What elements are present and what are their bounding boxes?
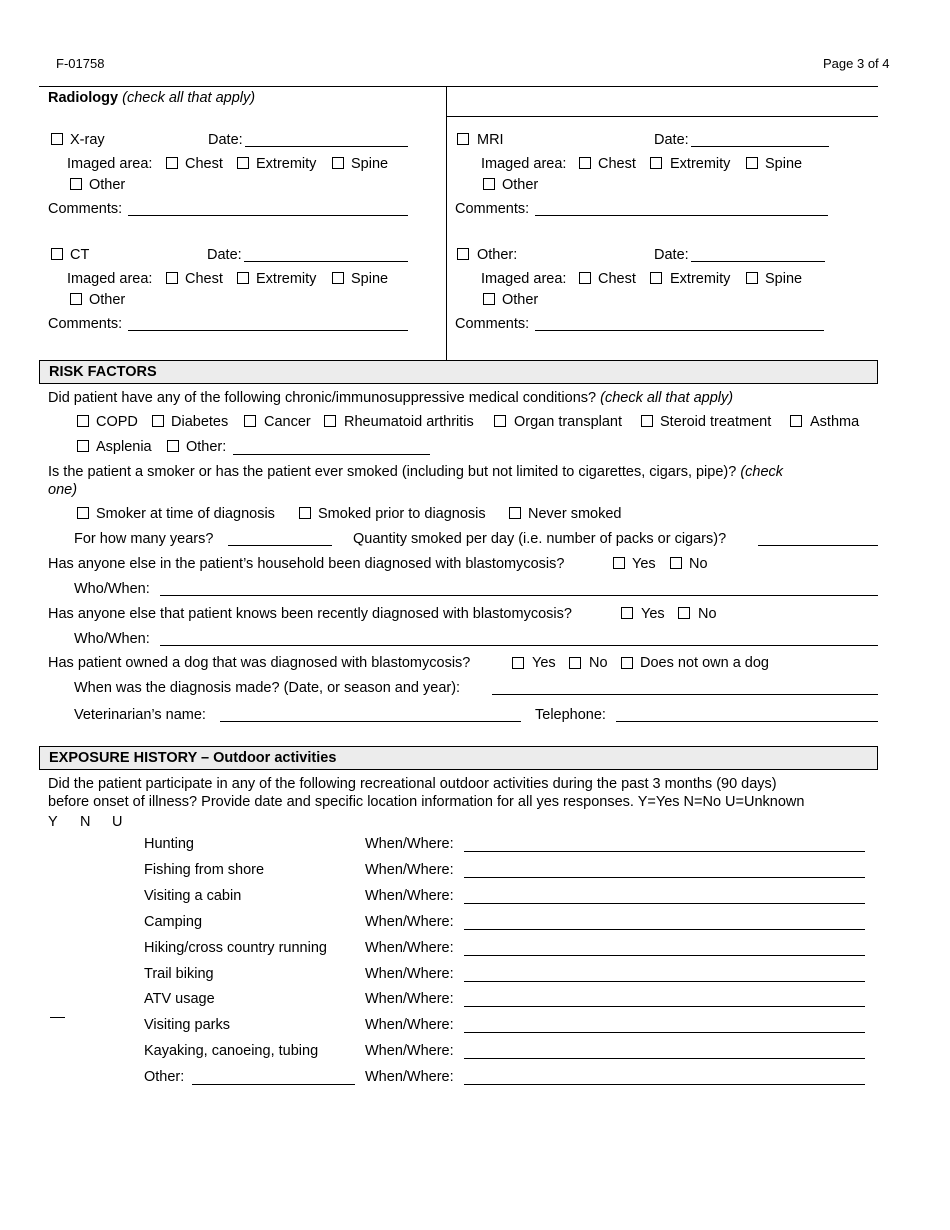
other-condition-field[interactable]: [233, 454, 430, 455]
ct-extremity-label: Extremity: [256, 271, 317, 287]
acquaintance-no-checkbox[interactable]: [678, 607, 690, 619]
acquaintance-question: Has anyone else that patient knows been recently diagnosed with blastomycosis?: [48, 606, 572, 622]
asthma-label: Asthma: [810, 414, 860, 430]
cancer-label: Cancer: [264, 414, 311, 430]
parks-when-where-field[interactable]: [464, 1032, 865, 1033]
hiking-when-where-label: When/Where:: [365, 940, 454, 956]
mri-checkbox[interactable]: [457, 133, 469, 145]
ct-label: CT: [70, 247, 90, 263]
other-imaging-spine-checkbox[interactable]: [746, 272, 758, 284]
dog-yes-label: Yes: [532, 655, 556, 671]
ct-chest-label: Chest: [185, 271, 223, 287]
exposure-intro-line2: before onset of illness? Provide date and specific location information for all yes responses. Y=Yes N=No U=Unknown: [48, 794, 805, 810]
dog-yes-checkbox[interactable]: [512, 657, 524, 669]
mri-label: MRI: [477, 132, 504, 148]
conditions-question: [48, 390, 733, 406]
xray-date-label: Date:: [208, 132, 243, 148]
smoking-years-field[interactable]: [228, 545, 332, 546]
vet-name-field[interactable]: [220, 721, 521, 722]
other-condition-checkbox[interactable]: [167, 440, 179, 452]
copd-checkbox[interactable]: [77, 415, 89, 427]
camping-when-where-field[interactable]: [464, 929, 865, 930]
other-imaging-other-label: Other: [502, 292, 539, 308]
radiology-top-border: [39, 86, 878, 87]
ct-imaged-area-label: Imaged area:: [67, 271, 153, 287]
page-number: Page 3 of 4: [823, 56, 890, 71]
smoker-question-note-cont: one): [48, 482, 78, 498]
conditions-question-text: Did patient have any of the following chronic/immunosuppressive medical conditions?: [48, 390, 597, 406]
atv-when-where-field[interactable]: [464, 1006, 865, 1007]
hunting-when-where-field[interactable]: [464, 851, 865, 852]
other-activity-field[interactable]: [192, 1084, 355, 1085]
other-imaging-spine-label: Spine: [765, 271, 803, 287]
smoker-question-note: (check: [740, 464, 784, 480]
activity-fishing: Fishing from shore: [144, 862, 265, 878]
organ-transplant-label: Organ transplant: [514, 414, 623, 430]
acquaintance-who-when-field[interactable]: [160, 645, 878, 646]
parks-when-where-label: When/Where:: [365, 1017, 454, 1033]
dog-diagnosis-date-label: When was the diagnosis made? (Date, or season and year):: [74, 680, 461, 696]
other-activity-when-where-field[interactable]: [464, 1084, 865, 1085]
exposure-history-title: EXPOSURE HISTORY – Outdoor activities: [49, 750, 337, 766]
dog-no-checkbox[interactable]: [569, 657, 581, 669]
organ-transplant-checkbox[interactable]: [494, 415, 506, 427]
risk-factors-title: RISK FACTORS: [49, 364, 157, 380]
xray-extremity-label: Extremity: [256, 156, 317, 172]
xray-checkbox[interactable]: [51, 133, 63, 145]
smoker-question: [48, 464, 783, 480]
acquaintance-no-label: No: [698, 606, 717, 622]
smoker-at-diagnosis-checkbox[interactable]: [77, 507, 89, 519]
kayaking-when-where-field[interactable]: [464, 1058, 865, 1059]
asthma-checkbox[interactable]: [790, 415, 802, 427]
smoking-years-label: For how many years?: [74, 531, 214, 547]
mri-spine-label: Spine: [765, 156, 803, 172]
mri-comments-label: Comments:: [455, 201, 530, 217]
column-u-header: U: [112, 814, 123, 830]
ct-spine-label: Spine: [351, 271, 389, 287]
radiology-title: Radiology: [48, 90, 119, 106]
atv-when-where-label: When/Where:: [365, 991, 454, 1007]
other-imaging-chest-checkbox[interactable]: [579, 272, 591, 284]
ct-other-label: Other: [89, 292, 126, 308]
smoking-quantity-label: Quantity smoked per day (i.e. number of packs or cigars)?: [353, 531, 727, 547]
radiology-heading: [48, 90, 255, 106]
smoker-question-text: Is the patient a smoker or has the patient ever smoked (including but not limited to cigarettes, cigars, pipe)?: [48, 464, 737, 480]
cabin-when-where-label: When/Where:: [365, 888, 454, 904]
other-condition-label: Other:: [186, 439, 227, 455]
xray-other-label: Other: [89, 177, 126, 193]
household-yes-checkbox[interactable]: [613, 557, 625, 569]
smoker-at-diagnosis-label: Smoker at time of diagnosis: [96, 506, 275, 522]
other-imaging-comments-field[interactable]: [535, 330, 824, 331]
activity-trail-biking: Trail biking: [144, 966, 214, 982]
asplenia-checkbox[interactable]: [77, 440, 89, 452]
activity-parks: Visiting parks: [144, 1017, 230, 1033]
xray-chest-label: Chest: [185, 156, 223, 172]
hunting-when-where-label: When/Where:: [365, 836, 454, 852]
rheumatoid-arthritis-label: Rheumatoid arthritis: [344, 414, 474, 430]
kayaking-when-where-label: When/Where:: [365, 1043, 454, 1059]
column-y-header: Y: [48, 814, 58, 830]
ct-comments-label: Comments:: [48, 316, 123, 332]
hiking-when-where-field[interactable]: [464, 955, 865, 956]
vet-name-label: Veterinarian’s name:: [74, 707, 206, 723]
xray-comments-field[interactable]: [128, 215, 408, 216]
trail-biking-when-where-label: When/Where:: [365, 966, 454, 982]
other-imaging-date-field[interactable]: [691, 261, 825, 262]
fishing-when-where-label: When/Where:: [365, 862, 454, 878]
exposure-intro-line1: Did the patient participate in any of the following recreational outdoor activities during the past 3 months (90 days): [48, 776, 777, 792]
acquaintance-yes-label: Yes: [641, 606, 665, 622]
mri-comments-field[interactable]: [535, 215, 828, 216]
ct-date-field[interactable]: [244, 261, 408, 262]
vet-telephone-label: Telephone:: [535, 707, 606, 723]
form-id: F-01758: [56, 56, 105, 71]
smoked-prior-label: Smoked prior to diagnosis: [318, 506, 486, 522]
household-who-when-field[interactable]: [160, 595, 878, 596]
radiology-right-header-border: [447, 116, 878, 117]
ct-spine-checkbox[interactable]: [332, 272, 344, 284]
never-smoked-checkbox[interactable]: [509, 507, 521, 519]
conditions-question-note: (check all that apply): [600, 390, 734, 406]
mri-imaged-area-label: Imaged area:: [481, 156, 567, 172]
dog-question: Has patient owned a dog that was diagnosed with blastomycosis?: [48, 655, 471, 671]
other-imaging-extremity-checkbox[interactable]: [650, 272, 662, 284]
activity-other: Other:: [144, 1069, 185, 1085]
mri-chest-label: Chest: [598, 156, 636, 172]
steroid-treatment-label: Steroid treatment: [660, 414, 772, 430]
household-who-when-label: Who/When:: [74, 581, 150, 597]
xray-imaged-area-label: Imaged area:: [67, 156, 153, 172]
no-dog-label: Does not own a dog: [640, 655, 769, 671]
column-n-header: N: [80, 814, 91, 830]
other-imaging-label: Other:: [477, 247, 518, 263]
risk-factors-header: [39, 360, 878, 384]
mri-spine-checkbox[interactable]: [746, 157, 758, 169]
vet-telephone-field[interactable]: [616, 721, 878, 722]
mri-extremity-label: Extremity: [670, 156, 731, 172]
acquaintance-yes-checkbox[interactable]: [621, 607, 633, 619]
other-activity-when-where-label: When/Where:: [365, 1069, 454, 1085]
camping-when-where-label: When/Where:: [365, 914, 454, 930]
trail-biking-when-where-field[interactable]: [464, 981, 865, 982]
radiology-instruction: (check all that apply): [122, 90, 256, 106]
smoking-quantity-field[interactable]: [758, 545, 878, 546]
other-imaging-comments-label: Comments:: [455, 316, 530, 332]
activity-hiking: Hiking/cross country running: [144, 940, 327, 956]
ct-other-checkbox[interactable]: [70, 293, 82, 305]
never-smoked-label: Never smoked: [528, 506, 622, 522]
ct-comments-field[interactable]: [128, 330, 408, 331]
household-yes-label: Yes: [632, 556, 656, 572]
other-imaging-date-label: Date:: [654, 247, 689, 263]
xray-other-checkbox[interactable]: [70, 178, 82, 190]
mri-extremity-checkbox[interactable]: [650, 157, 662, 169]
xray-label: X-ray: [70, 132, 105, 148]
ct-extremity-checkbox[interactable]: [237, 272, 249, 284]
household-question: Has anyone else in the patient’s household been diagnosed with blastomycosis?: [48, 556, 565, 572]
activity-cabin: Visiting a cabin: [144, 888, 242, 904]
household-no-label: No: [689, 556, 708, 572]
fishing-when-where-field[interactable]: [464, 877, 865, 878]
other-imaging-extremity-label: Extremity: [670, 271, 731, 287]
copd-label: COPD: [96, 414, 138, 430]
activity-hunting: Hunting: [144, 836, 194, 852]
other-imaging-imaged-area-label: Imaged area:: [481, 271, 567, 287]
y-column-dash: [50, 1017, 65, 1018]
ct-chest-checkbox[interactable]: [166, 272, 178, 284]
other-imaging-chest-label: Chest: [598, 271, 636, 287]
mri-date-field[interactable]: [691, 146, 829, 147]
activity-camping: Camping: [144, 914, 203, 930]
activity-atv: ATV usage: [144, 991, 215, 1007]
xray-spine-label: Spine: [351, 156, 389, 172]
smoked-prior-checkbox[interactable]: [299, 507, 311, 519]
xray-date-field[interactable]: [245, 146, 408, 147]
dog-diagnosis-date-field[interactable]: [492, 694, 878, 695]
diabetes-checkbox[interactable]: [152, 415, 164, 427]
mri-other-label: Other: [502, 177, 539, 193]
mri-date-label: Date:: [654, 132, 689, 148]
acquaintance-who-when-label: Who/When:: [74, 631, 150, 647]
steroid-treatment-checkbox[interactable]: [641, 415, 653, 427]
mri-chest-checkbox[interactable]: [579, 157, 591, 169]
cabin-when-where-field[interactable]: [464, 903, 865, 904]
radiology-divider: [446, 86, 447, 360]
xray-spine-checkbox[interactable]: [332, 157, 344, 169]
activity-kayaking: Kayaking, canoeing, tubing: [144, 1043, 319, 1059]
other-imaging-checkbox[interactable]: [457, 248, 469, 260]
no-dog-checkbox[interactable]: [621, 657, 633, 669]
rheumatoid-arthritis-checkbox[interactable]: [324, 415, 336, 427]
ct-date-label: Date:: [207, 247, 242, 263]
mri-other-checkbox[interactable]: [483, 178, 495, 190]
dog-no-label: No: [589, 655, 608, 671]
xray-comments-label: Comments:: [48, 201, 123, 217]
ct-checkbox[interactable]: [51, 248, 63, 260]
xray-extremity-checkbox[interactable]: [237, 157, 249, 169]
cancer-checkbox[interactable]: [244, 415, 256, 427]
other-imaging-other-checkbox[interactable]: [483, 293, 495, 305]
household-no-checkbox[interactable]: [670, 557, 682, 569]
xray-chest-checkbox[interactable]: [166, 157, 178, 169]
diabetes-label: Diabetes: [171, 414, 229, 430]
asplenia-label: Asplenia: [96, 439, 152, 455]
